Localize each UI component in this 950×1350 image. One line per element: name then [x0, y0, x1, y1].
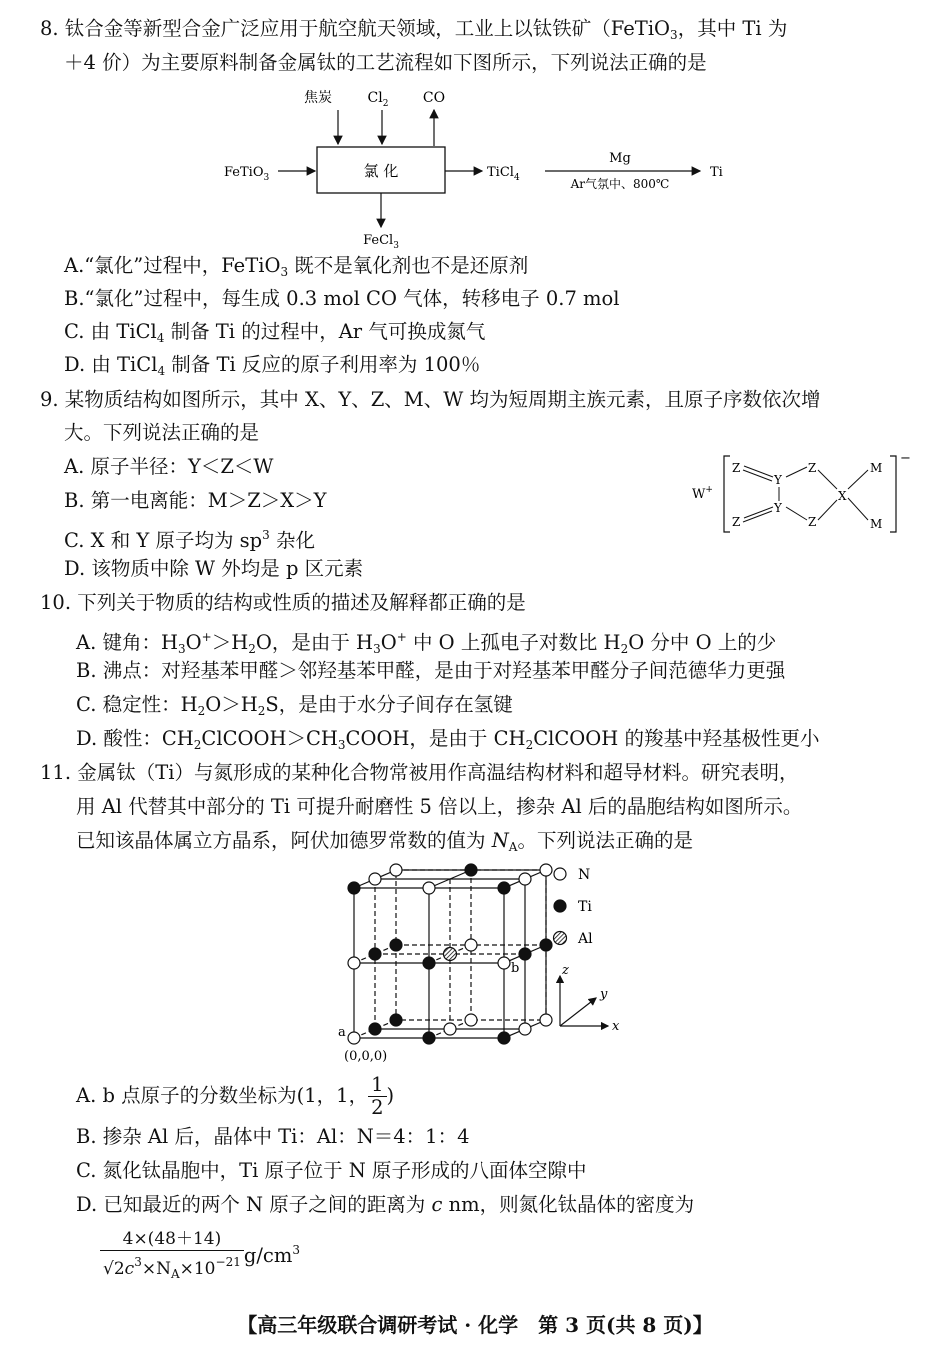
flow-feed-fetio3: FeTiO$_3$	[224, 165, 270, 183]
atom	[519, 873, 531, 885]
q9-option-a: A. 原子半径：Y＜Z＜W	[64, 455, 274, 478]
atom	[519, 948, 531, 960]
q8-option-c: C. 由 TiCl$_4$ 制备 Ti 的过程中，Ar 气可换成氮气	[64, 320, 486, 345]
q9-option-c: C. X 和 Y 原子均为 $sp^3$ 杂化	[64, 528, 316, 552]
q9-stem-line1: 9. 某物质结构如图所示，其中 X、Y、Z、M、W 均为短周期主族元素，且原子序数依次增	[40, 388, 821, 411]
q8-stem-line1: 8. 钛合金等新型合金广泛应用于航空航天领域，工业上以钛铁矿（FeTiO$_3$，其中 Ti 为	[40, 17, 788, 42]
atom	[369, 1023, 381, 1035]
flow-byproduct-fecl3: FeCl$_3$	[363, 233, 399, 251]
atom	[423, 1032, 435, 1044]
q11-stem-line3: 已知该晶体属立方晶系，阿伏加德罗常数的值为 $N_A$。下列说法正确的是	[76, 829, 693, 854]
page-footer: 【高三年级联合调研考试 · 化学 第 3 页(共 8 页)】	[237, 1313, 713, 1337]
atom	[465, 1014, 477, 1026]
q11-axes-diagram	[550, 958, 640, 1038]
q11-option-a: A. b 点原子的分数坐标为(1，1， $\frac{1}{2}$ )	[76, 1073, 395, 1119]
atom	[444, 1023, 456, 1035]
struct-m2: M	[870, 517, 883, 531]
struct-x: X	[838, 489, 847, 503]
struct-cation-w: W+	[692, 485, 713, 502]
q9-structure-diagram	[680, 448, 915, 540]
flow-input-coke: 焦炭	[304, 90, 332, 106]
atom	[465, 864, 477, 876]
struct-z4: Z	[808, 515, 817, 529]
atom	[423, 882, 435, 894]
flow-input-cl2: $Cl_2$	[367, 90, 389, 109]
atom	[348, 882, 360, 894]
atom	[369, 873, 381, 885]
point-a-label: a	[338, 1025, 346, 1040]
atom-al	[444, 948, 457, 961]
q8-process-flow-diagram	[200, 82, 760, 252]
q9-option-d: D. 该物质中除 W 外均是 p 区元素	[64, 557, 364, 580]
legend-ti-label: Ti	[578, 899, 592, 915]
legend-n-label: N	[578, 867, 591, 883]
atom	[390, 864, 402, 876]
atom	[390, 1014, 402, 1026]
q11-option-d: D. 已知最近的两个 N 原子之间的距离为 c nm，则氮化钛晶体的密度为	[76, 1193, 695, 1216]
flow-output-co: CO	[422, 90, 446, 106]
origin-label: (0,0,0)	[344, 1049, 388, 1064]
axis-y-label: y	[600, 987, 608, 1002]
flow-box-label: 氯 化	[363, 162, 399, 180]
legend-al-swatch	[554, 932, 567, 945]
q10-option-b: B. 沸点：对羟基苯甲醛＞邻羟基苯甲醛，是由于对羟基苯甲醛分子间范德华力更强	[76, 659, 786, 682]
flow-condition-ar: Ar气氛中、800℃	[570, 177, 670, 191]
atom	[498, 957, 510, 969]
fraction-one-half: $\frac{1}{2}$	[368, 1074, 386, 1119]
q11-option-d-formula: $\frac{4\times(48+14)}{√2c^3\times N_A\times 10^{-21}}$ $g/cm^3$	[100, 1226, 300, 1285]
q11-option-c: C. 氮化钛晶胞中，Ti 原子位于 N 原子形成的八面体空隙中	[76, 1159, 587, 1182]
q10-stem: 10. 下列关于物质的结构或性质的描述及解释都正确的是	[40, 591, 526, 614]
flow-product-ticl4: TiCl$_4$	[487, 165, 520, 183]
atom	[390, 939, 402, 951]
struct-y1: Y	[774, 473, 782, 487]
atom	[348, 1032, 360, 1044]
atom	[369, 948, 381, 960]
struct-z3: Z	[732, 515, 741, 529]
axis-z-label: z	[562, 963, 569, 978]
q11-legend	[550, 862, 640, 952]
atom	[465, 939, 477, 951]
atom	[348, 957, 360, 969]
atom	[423, 957, 435, 969]
q11-stem-line2: 用 Al 代替其中部分的 Ti 可提升耐磨性 5 倍以上，掺杂 Al 后的晶胞结构如图所示。	[76, 795, 803, 818]
q8-option-b: B.“氯化”过程中，每生成 0.3 mol CO 气体，转移电子 0.7 mol	[64, 287, 620, 310]
q11-stem-line1: 11. 金属钛（Ti）与氮形成的某种化合物常被用作高温结构材料和超导材料。研究表明，	[40, 761, 799, 784]
density-fraction: $\frac{4\times(48+14)}{√2c^3\times N_A\times 10^{-21}}$	[100, 1228, 244, 1285]
q11-option-b: B. 掺杂 Al 后，晶体中 Ti：Al：N＝4：1：4	[76, 1125, 470, 1148]
q9-option-b: B. 第一电离能：M＞Z＞X＞Y	[64, 489, 327, 512]
atom	[498, 882, 510, 894]
q10-option-a: A. 键角：$H_3O^+>H_2O$，是由于 $H_3O^+$ 中 O 上孤电子对数比 $H_2O$ 分中 O 上的少	[76, 630, 777, 656]
q8-stem-line2: ＋4 价）为主要原料制备金属钛的工艺流程如下图所示，下列说法正确的是	[64, 51, 707, 74]
legend-ti-swatch	[554, 900, 566, 912]
struct-m1: M	[870, 461, 883, 475]
q9-stem-line2: 大。下列说法正确的是	[64, 421, 260, 444]
q10-option-d: D. 酸性：$CH_2ClCOOH>CH_3COOH$，是由于 $CH_2ClCOOH$ 的羧基中羟基极性更小	[76, 727, 820, 752]
legend-n-swatch	[554, 868, 566, 880]
atom	[498, 1032, 510, 1044]
struct-z2: Z	[808, 461, 817, 475]
struct-y2: Y	[774, 501, 782, 515]
struct-charge: −	[900, 451, 911, 466]
legend-al-label: Al	[578, 931, 593, 947]
q8-option-d: D. 由 TiCl$_4$ 制备 Ti 反应的原子利用率为 100％	[64, 353, 481, 378]
atom	[519, 1023, 531, 1035]
q10-option-c: C. 稳定性：$H_2O>H_2S$，是由于水分子间存在氢键	[76, 693, 513, 718]
q8-option-a: A.“氯化”过程中，FeTiO$_3$ 既不是氧化剂也不是还原剂	[64, 254, 529, 279]
flow-final-ti: Ti	[710, 165, 723, 180]
point-b-label: b	[511, 961, 520, 976]
flow-condition-mg: Mg	[609, 151, 631, 166]
axis-x-label: x	[612, 1019, 620, 1034]
struct-z1: Z	[732, 461, 741, 475]
